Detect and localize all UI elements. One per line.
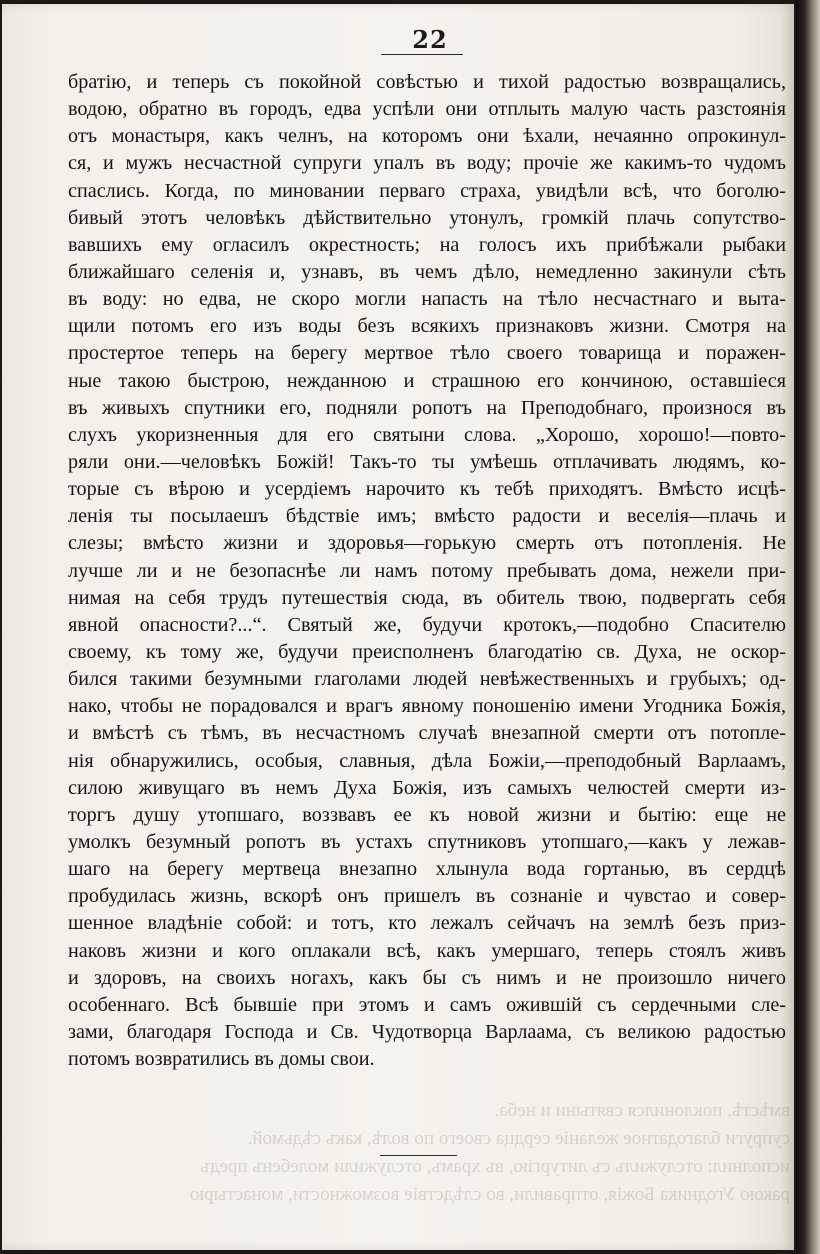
text-line: ближайшаго селенія и, узнавъ, въ чемъ дѣло, немедленно закинули сѣть: [68, 260, 786, 283]
text-line: спаслись. Когда, по миновании перваго страха, увидѣли всѣ, что боголю-: [68, 179, 786, 202]
text-line: шаго на берегу мертвеца внезапно хлынула вода гортанью, въ сердцѣ: [68, 858, 786, 881]
text-line: слезы; вмѣсто жизни и здоровья—горькую смерть отъ потопленія. Не: [68, 532, 786, 555]
text-line: ряли они.—человѣкъ Божій! Такъ-то ты умѣешь отплачивать людямъ, ко-: [68, 450, 786, 473]
adjacent-page-edge: [796, 0, 820, 1254]
text-line: шенное владѣніе собой: и тотъ, кто лежалъ сейчачъ на землѣ безъ приз-: [68, 912, 786, 935]
text-line: нимая на себя трудъ путешествія сюда, въ обитель твою, подвергать себя: [68, 586, 786, 609]
text-line: въ живыхъ спутники его, подняли ропотъ на Преподобнаго, произнося въ: [68, 396, 786, 419]
text-line: наковъ жизни и кого оплакали всѣ, какъ умершаго, теперь стоялъ живъ: [68, 939, 786, 962]
text-line: ленія ты посылаешъ бѣдствіе имъ; вмѣсто радости и веселія—плачь и: [68, 505, 786, 528]
text-line: и здоровъ, на своихъ ногахъ, какъ бы съ нимъ и не произошло ничего: [68, 966, 786, 989]
body-text: [68, 69, 786, 1073]
text-line: пробудилась жизнь, вскорѣ онъ пришелъ въ сознаніе и чувстао и совер-: [68, 885, 786, 908]
end-rule: [380, 1155, 457, 1156]
text-line: простертое теперь на берегу мертвое тѣло своего товарища и поражен-: [68, 342, 786, 365]
page-number: 22: [412, 25, 448, 54]
text-line: братію, и теперь съ покойной совѣстью и тихой радостью возвращались,: [68, 71, 786, 93]
text-line: щили потомъ его изъ воды безъ всякихъ признаковъ жизни. Смотря на: [68, 315, 786, 338]
text-line: вавшихъ ему огласилъ окрестность; на голосъ ихъ прибѣжали рыбаки: [68, 233, 786, 256]
text-line: ся, и мужъ несчастной супруги упалъ въ воду; прочіе же какимъ-то чудомъ: [68, 152, 786, 175]
text-line: умолкъ безумный ропотъ въ устахъ спутниковъ утопшаго,—какъ у лежав-: [68, 830, 786, 853]
header-rule: [381, 54, 463, 55]
text-line: водою, обратно въ городъ, едва успѣли они отплыть малую часть разстоянія: [68, 98, 786, 121]
text-line: торые съ вѣрою и усердіемъ нарочито къ тебѣ приходятъ. Вмѣсто исцѣ-: [68, 478, 786, 501]
text-line: бивый этотъ человѣкъ дѣйствительно утонулъ, громкій плачь сопутство-: [68, 206, 786, 229]
text-line: нія обнаружились, особыя, славныя, дѣла Божіи,—преподобный Варлаамъ,: [68, 749, 786, 772]
text-line: силою живущаго въ немъ Духа Божія, изъ самыхъ челюстей смерти из-: [68, 776, 786, 799]
text-line: слухъ укоризненныя для его святыни слова. „Хорошо, хорошо!—повто-: [68, 423, 786, 446]
text-line: въ воду: но едва, не скоро могли напасть на тѣло несчастнаго и выта-: [68, 288, 786, 311]
text-line: лучше ли и не безопаснѣе ли намъ потому пребывать дома, нежели при-: [68, 559, 786, 582]
text-line: нако, чтобы не порадовался и врагъ явному поношенію имени Угодника Божія,: [68, 695, 786, 718]
text-line: потомъ возвратились въ домы свои.: [68, 1048, 375, 1071]
text-line: отъ монастыря, какъ челнъ, на которомъ они ѣхали, нечаянно опрокинул-: [68, 125, 786, 148]
show-through-text: вмѣстѣ, поклонился святыни и неба. супруги благодатное желаніе сердца своего по волѣ, какъ сѣдьмой. исполнил: отслужилъ съ литургію, въ храмъ, отслужили молебенъ предъ ракою Угодника Божія, отправили, во слѣдствіе возможности, монастырю: [189, 1100, 790, 1205]
text-line: зами, благодаря Господа и Св. Чудотворца Варлаама, съ великою радостью: [68, 1020, 786, 1043]
text-line: явной опасности?...“. Святый же, будучи кротокъ,—подобно Спасителю: [68, 613, 786, 636]
text-line: торгъ душу утопшаго, воззвавъ ее къ новой жизни и бытію: еще не: [68, 803, 786, 826]
text-line: и вмѣстѣ съ тѣмъ, въ несчастномъ случаѣ внезапной смерти отъ потопле-: [68, 722, 786, 745]
text-line: бился такими безумными глаголами людей невѣжественныхъ и грубыхъ; од-: [68, 668, 786, 691]
text-line: ные такою быстрою, нежданною и страшною его кончиною, оставшіеся: [68, 369, 786, 392]
text-line: особеннаго. Всѣ бывшіе при этомъ и самъ ожившій съ сердечными сле-: [68, 993, 786, 1016]
text-line: своему, къ тому же, будучи преисполненъ благодатію св. Духа, не оскор-: [68, 640, 786, 663]
